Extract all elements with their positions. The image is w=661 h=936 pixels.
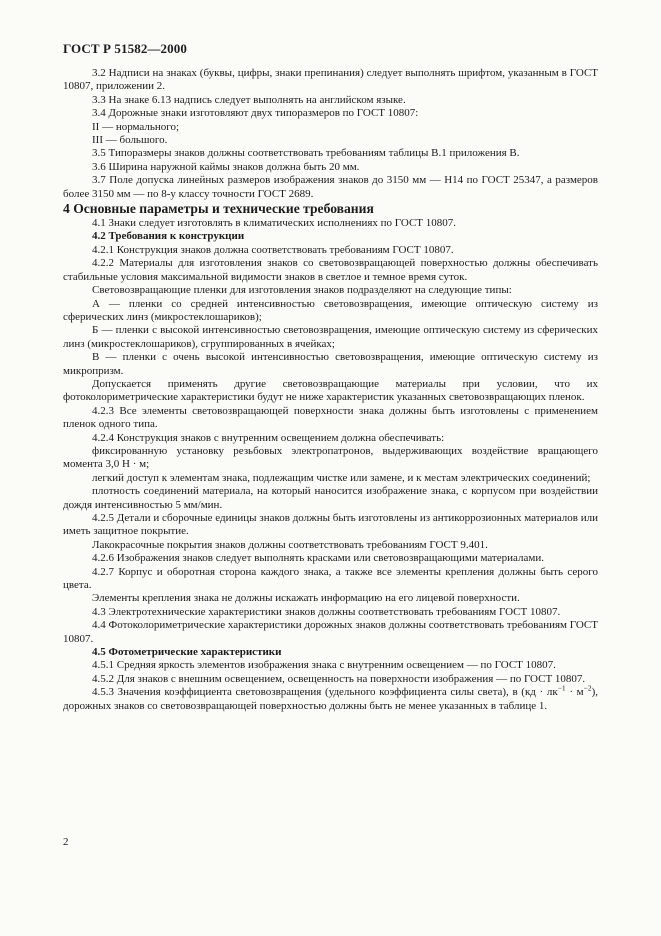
paragraph-3-5: 3.5 Типоразмеры знаков должны соответствовать требованиям таблицы В.1 приложения В. — [92, 147, 520, 160]
paragraph-3-7: 3.7 Поле допуска линейных размеров изображения знаков до 3150 мм — H14 по ГОСТ 25347, а размеров более 3150 мм — по 8-у классу точности ГОСТ 2689. — [63, 174, 598, 200]
paragraph-4-5-3-part-c: ), дорожных знаков со световозвращающей поверхностью должны быть не менее указанных в таблице 1. — [63, 686, 599, 712]
paragraph-3-4: 3.4 Дорожные знаки изготовляют двух типоразмеров по ГОСТ 10807: — [92, 107, 419, 120]
paragraph-4-5-2: 4.5.2 Для знаков с внешним освещением, освещенность на поверхности изображения — по ГОСТ 10807. — [92, 672, 586, 685]
page-body — [63, 67, 598, 713]
subsection-4-5-heading: 4.5 Фотометрические характеристики — [92, 646, 282, 659]
paragraph-4-4: 4.4 Фотоколориметрические характеристики дорожных знаков должны соответствовать требованиям ГОСТ 10807. — [63, 619, 598, 645]
paragraph-paint-coatings: Лакокрасочные покрытия знаков должны соответствовать требованиям ГОСТ 9.401. — [92, 538, 488, 551]
list-item-size-iii: III — большого. — [92, 134, 168, 147]
paragraph-other-materials: Допускается применять другие световозвращающие материалы при условии, что их фотоколориметрические характеристики будут не ниже характеристик указанных световозвращающих пленок. — [63, 377, 598, 404]
paragraph-4-5-3-part-b: · м — [565, 686, 584, 699]
paragraph-4-2-7: 4.2.7 Корпус и оборотная сторона каждого знака, а также все элементы крепления должны быть серого цвета. — [63, 565, 598, 592]
list-item-easy-access: легкий доступ к элементам знака, подлежащим чистке или замене, и к местам электрических соединений; — [92, 471, 591, 484]
subsection-4-2-heading: 4.2 Требования к конструкции — [92, 230, 245, 243]
page-header-standard-number: ГОСТ Р 51582—2000 — [63, 41, 187, 56]
list-item-size-ii: II — нормального; — [92, 120, 180, 133]
section-4-heading: 4 Основные параметры и технические требования — [63, 201, 374, 217]
paragraph-4-5-1: 4.5.1 Средняя яркость элементов изображения знака с внутренним освещением — по ГОСТ 10807. — [92, 659, 556, 672]
paragraph-4-3: 4.3 Электротехнические характеристики знаков должны соответствовать требованиям ГОСТ 10807. — [92, 605, 561, 618]
paragraph-film-types: Световозвращающие пленки для изготовления знаков подразделяют на следующие типы: — [92, 284, 512, 297]
exponent-meter: −2 — [583, 683, 592, 693]
paragraph-3-2: 3.2 Надписи на знаках (буквы, цифры, знаки препинания) следует выполнять шрифтом, указанным в ГОСТ 10807, приложении 2. — [63, 67, 598, 93]
list-item-film-type-a: А — пленки со средней интенсивностью световозвращения, имеющие оптическую систему из сферических линз (микростеклошариков); — [63, 297, 598, 323]
paragraph-4-5-3-part-a: 4.5.3 Значения коэффициента световозвращения (удельного коэффициента силы света), в (кд · лк — [92, 686, 558, 699]
paragraph-mounting-elements: Элементы крепления знака не должны искажать информацию на его лицевой поверхности. — [92, 592, 520, 605]
paragraph-3-3: 3.3 На знаке 6.13 надпись следует выполнять на английском языке. — [92, 93, 406, 106]
list-item-film-type-b: Б — пленки с высокой интенсивностью световозвращения, имеющие оптическую систему из сферических линз (микростеклошариков), сгруппированных в ячейках; — [63, 324, 598, 350]
paragraph-4-2-1: 4.2.1 Конструкция знаков должна соответствовать требованиям ГОСТ 10807. — [92, 243, 454, 256]
paragraph-3-6: 3.6 Ширина наружной каймы знаков должна быть 20 мм. — [92, 160, 360, 173]
paragraph-4-2-4: 4.2.4 Конструкция знаков с внутренним освещением должна обеспечивать: — [92, 431, 445, 444]
paragraph-4-1: 4.1 Знаки следует изготовлять в климатических исполнениях по ГОСТ 10807. — [92, 217, 457, 230]
paragraph-4-2-6: 4.2.6 Изображения знаков следует выполнять красками или световозвращающими материалами. — [92, 552, 544, 565]
list-item-lamp-sockets: фиксированную установку резьбовых электропатронов, выдерживающих воздействие вращающего момента 3,0 Н · м; — [63, 444, 598, 471]
paragraph-4-2-2: 4.2.2 Материалы для изготовления знаков со световозвращающей поверхностью должны обеспечивать стабильные условия максимальной видимости знаков в светлое и темное время суток. — [63, 257, 598, 283]
list-item-seal-tightness: плотность соединений материала, на который наносится изображение знака, с корпусом при воздействии дождя интенсивностью 5 мм/мин. — [63, 485, 598, 511]
paragraph-4-2-3: 4.2.3 Все элементы световозвращающей поверхности знака должны быть изготовлены с применением пленок одного типа. — [63, 404, 598, 431]
list-item-film-type-v: В — пленки с очень высокой интенсивностью световозвращения, имеющие оптическую систему из микропризм. — [63, 351, 598, 377]
exponent-lux: −1 — [557, 683, 566, 693]
paragraph-4-5-3 — [63, 683, 599, 713]
page-number: 2 — [63, 836, 69, 848]
paragraph-4-2-5: 4.2.5 Детали и сборочные единицы знаков должны быть изготовлены из антикоррозионных материалов или иметь защитное покрытие. — [63, 512, 598, 538]
